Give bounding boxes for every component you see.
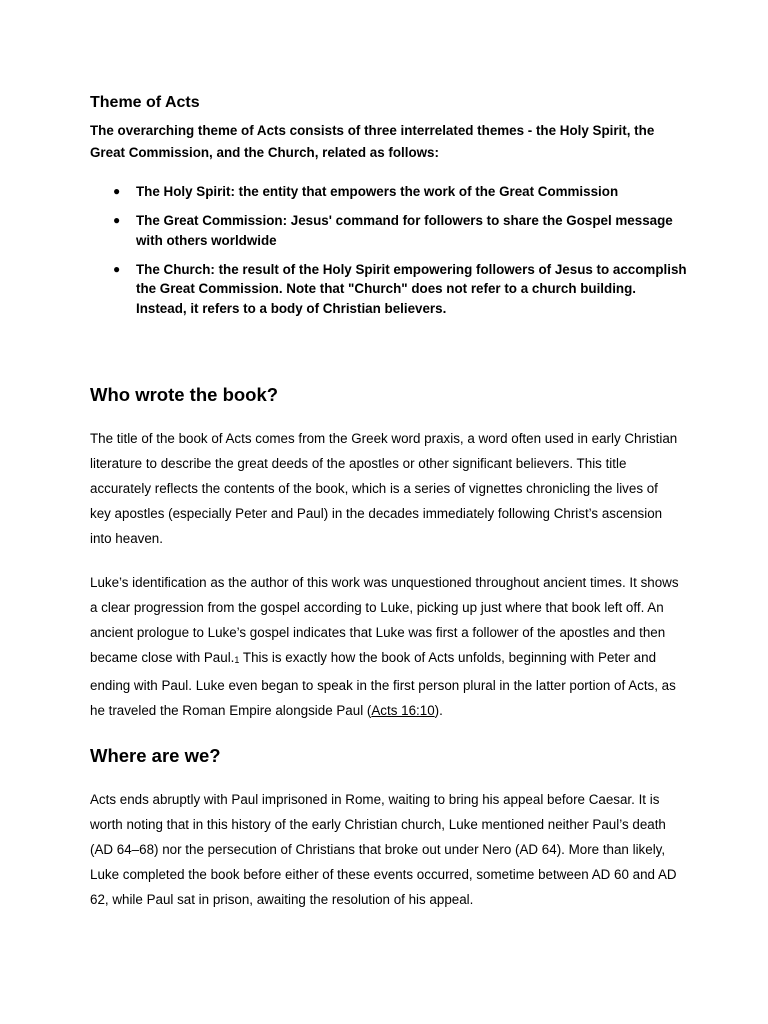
bullet-dot-icon: ● bbox=[113, 184, 121, 198]
where-heading: Where are we? bbox=[90, 745, 221, 766]
bullet-church bbox=[90, 260, 690, 319]
acts-16-10-link[interactable]: Acts 16:10 bbox=[371, 703, 435, 718]
theme-bullet-list bbox=[90, 182, 690, 328]
bullet-dot-icon: ● bbox=[113, 213, 121, 227]
who-paragraph-2-continued: This is exactly how the book of Acts unfolds, beginning with Peter and ending with Paul. Luke even began to speak in the first person plural in the latter portion of Acts, as he traveled the Roman Empire alongside Paul ( bbox=[90, 650, 676, 718]
bullet-great-commission bbox=[90, 211, 690, 250]
bullet-text: The Great Commission: Jesus' command for followers to share the Gospel message with others worldwide bbox=[136, 213, 673, 248]
footnote-marker[interactable]: 1 bbox=[234, 655, 240, 665]
theme-intro: The overarching theme of Acts consists of three interrelated themes - the Holy Spirit, the Great Commission, and the Church, related as follows: bbox=[90, 123, 655, 160]
theme-heading: Theme of Acts bbox=[90, 94, 200, 111]
bullet-holy-spirit bbox=[90, 182, 690, 202]
bullet-text: The Church: the result of the Holy Spirit empowering followers of Jesus to accomplish the Great Commission. Note that "Church" does not refer to a church building. Instead, it refers to a body of Christian believers. bbox=[136, 261, 687, 316]
bullet-text: The Holy Spirit: the entity that empowers the work of the Great Commission bbox=[136, 184, 619, 199]
who-paragraph-2-end: ). bbox=[434, 703, 443, 718]
where-paragraph: Acts ends abruptly with Paul imprisoned in Rome, waiting to bring his appeal before Caesar. It is worth noting that in this history of the early Christian church, Luke mentioned neither Paul’s death (AD 64–68) nor the persecution of Christians that broke out under Nero (AD 64). More than likely, Luke completed the book before either of these events occurred, sometime between AD 60 and AD 62, while Paul sat in prison, awaiting the resolution of his appeal. bbox=[90, 792, 677, 907]
who-paragraph-2-text: Luke’s identification as the author of this work was unquestioned throughout ancient times. It shows a clear progression from the gospel according to Luke, picking up just where that book left off. An ancient prologue to Luke’s gospel indicates that Luke was first a follower of the apostles and then became close with Paul. bbox=[90, 575, 679, 665]
who-heading: Who wrote the book? bbox=[90, 384, 279, 405]
who-paragraph-1: The title of the book of Acts comes from the Greek word praxis, a word often used in early Christian literature to describe the great deeds of the apostles or other significant believers. This title accurately reflects the contents of the book, which is a series of vignettes chronicling the lives of key apostles (especially Peter and Paul) in the decades immediately following Christ’s ascension into heaven. bbox=[90, 431, 678, 546]
who-paragraph-2 bbox=[90, 570, 680, 723]
bullet-dot-icon: ● bbox=[113, 261, 121, 276]
